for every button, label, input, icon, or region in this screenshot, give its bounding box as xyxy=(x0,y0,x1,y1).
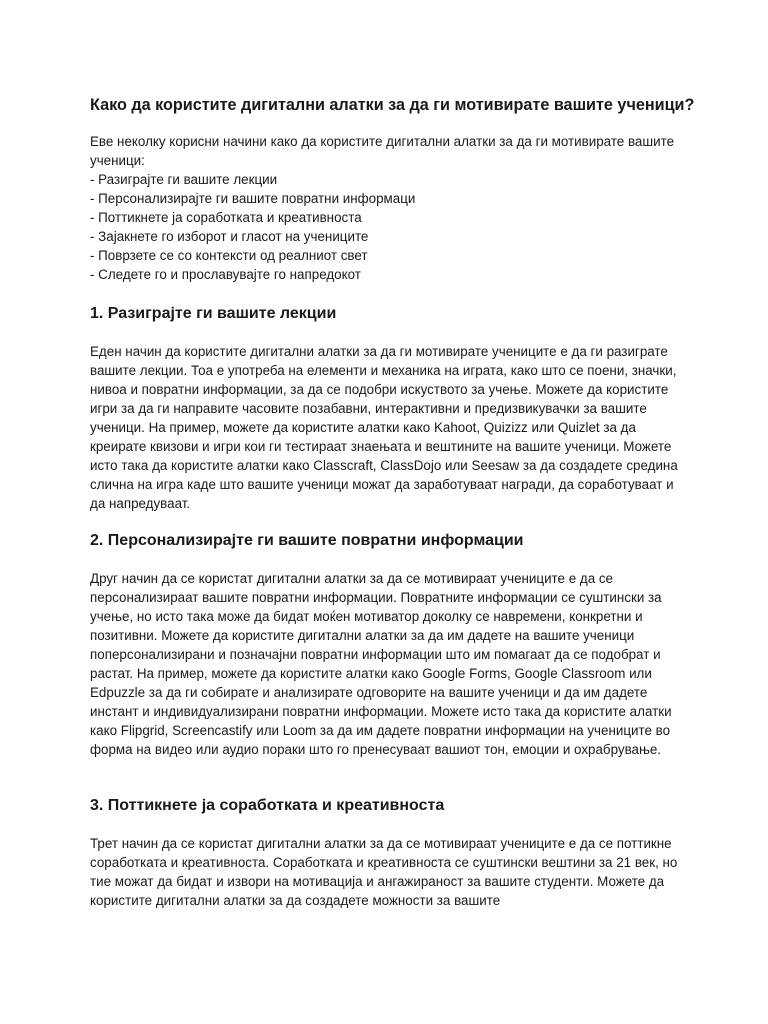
list-item: - Персонализирајте ги вашите повратни информаци xyxy=(90,191,416,206)
section-text-gamify: Еден начин да користите дигитални алатки за да ги мотивирате учениците е да ги разиграте вашите лекции. Тоа е употреба на елементи и механика на играта, како што се поени, значки, нивоа и повратни информации, за да се подобри искуството за учење. Можете да користите игри за да ги направите часовите позабавни, интерактивни и предизвикувачки за вашите ученици. На пример, можете да користите алатки како Kahoot, Quizizz или Quizlet за да креирате квизови и игри кои ги тестираат знаењата и вештините на вашите ученици. Можете исто така да користите алатки како Classcraft, ClassDojo или Seesaw за да создадете средина слична на игра каде што вашите ученици можат да заработуваат награди, да соработуваат и да напредуваат. xyxy=(90,344,678,511)
list-item: - Разиграјте ги вашите лекции xyxy=(90,172,278,187)
section-text-collaboration: Трет начин да се користат дигитални алатки за да се мотивираат учениците е да се поттикне соработката и креативноста. Соработката и креативноста се суштински вештини за 21 век, но тие можат да бидат и извори на мотивација и ангажираност за вашите студенти. Можете да користите дигитални алатки за да создадете можности за вашите xyxy=(90,836,678,908)
section-heading-feedback: 2. Персонализирајте ги вашите повратни информации xyxy=(90,532,524,549)
list-item: - Поврзете се со контексти од реалниот свет xyxy=(90,248,368,263)
list-item: - Поттикнете ја соработката и креативноста xyxy=(90,210,362,225)
list-item: - Зајакнете го изборот и гласот на учениците xyxy=(90,229,369,244)
section-text-feedback: Друг начин да се користат дигитални алатки за да се мотивираат учениците е да се персонализираат вашите повратни информации. Повратните информации се суштински за учење, но исто така може да бидат моќен мотиватор доколку се навремени, конкретни и позитивни. Можете да користите дигитални алатки за да им дадете на вашите ученици поперсонализирани и позначајни повратни информации што им помагаат да се подобрат и растат. На пример, можете да користите алатки како Google Forms, Google Classroom или Edpuzzle за да ги собирате и анализирате одговорите на вашите ученици и да им дадете инстант и индивидуализирани повратни информации. Можете исто така да користите алатки како Flipgrid, Screencastify или Loom за да им дадете повратни информации на учениците во форма на видео или аудио пораки што го пренесуваат вашиот тон, емоции и охрабрување. xyxy=(90,571,672,757)
section-heading-gamify: 1. Разиграјте ги вашите лекции xyxy=(90,305,337,322)
list-item: - Следете го и прославувајте го напредокот xyxy=(90,267,361,282)
motivation-list xyxy=(90,170,678,284)
intro-paragraph: Еве неколку корисни начини како да користите дигитални алатки за да ги мотивирате вашите ученици: xyxy=(90,134,675,168)
section-heading-collaboration: 3. Поттикнете ја соработката и креативноста xyxy=(90,797,445,814)
document-title: Како да користите дигитални алатки за да ги мотивирате вашите ученици? xyxy=(90,96,695,114)
